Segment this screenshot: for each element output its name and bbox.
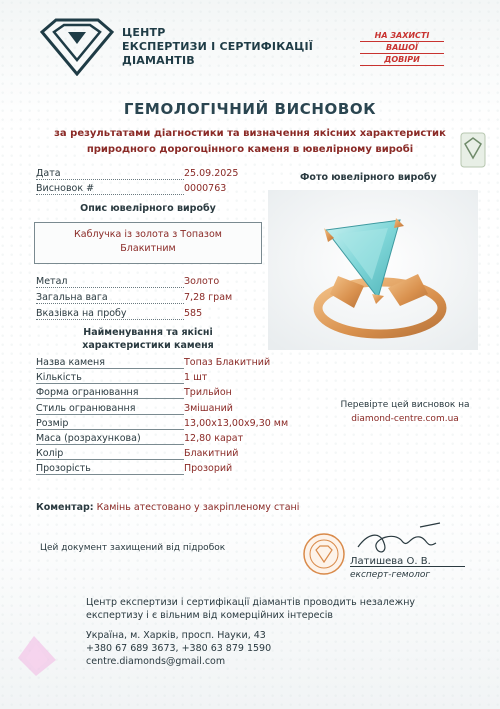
photo-label: Фото ювелірного виробу <box>300 172 437 183</box>
date-value: 25.09.2025 <box>184 168 239 179</box>
org-name-line-3: ДІАМАНТІВ <box>122 54 195 67</box>
stamp-line-3: ДОВІРИ <box>360 54 444 66</box>
protection-note: Цей документ захищений від підробок <box>40 543 226 553</box>
stone-row-label: Розмір <box>36 417 69 429</box>
stone-row <box>36 403 296 418</box>
phones-text: +380 67 689 3673, +380 63 879 1590 <box>86 643 272 654</box>
trust-stamp <box>360 30 444 66</box>
verify-block <box>330 398 480 426</box>
contacts <box>86 629 271 668</box>
stone-section-title <box>36 326 260 352</box>
fineness-label: Вказівка на пробу <box>36 308 127 319</box>
date-label: Дата <box>36 168 61 179</box>
stone-row-underline <box>36 444 184 445</box>
metal-label: Метал <box>36 276 68 287</box>
weight-value: 7,28 грам <box>184 292 233 303</box>
item-desc-line-1: Каблучка із золота з Топазом <box>74 229 222 240</box>
stone-row-label: Маса (розрахункова) <box>36 433 141 444</box>
signer-name: Латишева О. В. <box>350 556 431 567</box>
verify-text: Перевірте цей висновок на <box>340 400 470 410</box>
stone-row-label: Назва каменя <box>36 357 105 368</box>
comment-label: Коментар: <box>36 502 94 513</box>
item-section-title: Опис ювелірного виробу <box>80 203 216 214</box>
stone-row-value: Прозорий <box>184 463 233 475</box>
stone-row <box>36 433 296 448</box>
stone-row-underline <box>36 459 184 460</box>
fineness-row <box>36 308 296 323</box>
stone-row-underline <box>36 368 184 369</box>
stone-row-underline <box>36 398 184 399</box>
organization-name <box>122 26 313 68</box>
stone-row <box>36 418 296 433</box>
stone-row-value: 1 шт <box>184 372 208 384</box>
document-subtitle <box>30 126 470 158</box>
stone-row-label: Стиль огранювання <box>36 402 136 414</box>
date-row <box>36 168 296 183</box>
org-name-line-1: ЦЕНТР <box>122 26 166 39</box>
subtitle-line-2: природного дорогоцінного каменя в ювелірному виробі <box>86 144 414 155</box>
fineness-value: 585 <box>184 308 203 319</box>
diamond-logo-icon <box>38 18 116 76</box>
center-info <box>86 596 426 622</box>
stone-row-value: Змішаний <box>184 402 233 414</box>
org-name-line-2: ЕКСПЕРТИЗИ І СЕРТИФІКАЦІЇ <box>122 40 314 53</box>
info-line-2: експертизу і є вільним від комерційних інтересів <box>86 610 333 621</box>
stone-row-value: 12,80 карат <box>184 433 244 444</box>
stone-row-underline <box>36 429 184 430</box>
stone-row <box>36 387 296 402</box>
stone-row-underline <box>36 474 184 475</box>
ring-photo <box>268 190 478 350</box>
email-link[interactable]: centre.diamonds@gmail.com <box>86 656 226 667</box>
address-text: Україна, м. Харків, просп. Науки, 43 <box>86 630 266 641</box>
stone-row-value: Блакитний <box>184 448 239 460</box>
signer-role: експерт-гемолог <box>350 570 431 580</box>
stone-section-line-1: Найменування та якісні <box>83 327 213 338</box>
number-label: Висновок # <box>36 183 95 194</box>
hologram-mark-icon <box>460 132 486 168</box>
stone-row-value: Трильйон <box>184 387 232 399</box>
stone-row <box>36 448 296 463</box>
subtitle-line-1: за результатами діагностики та визначення якісних характеристик <box>54 128 446 139</box>
stone-row-underline <box>36 383 184 384</box>
item-desc-line-2: Блакитним <box>120 243 176 254</box>
stone-section-line-2: характеристики каменя <box>82 340 214 351</box>
weight-row <box>36 292 296 307</box>
info-line-1: Центр експертизи і сертифікації діамантів проводить незалежну <box>86 597 416 608</box>
stone-row-value: 13,00x13,00x9,30 мм <box>184 417 289 429</box>
stone-row-value: Топаз Блакитний <box>184 357 271 368</box>
stone-row <box>36 463 296 478</box>
stone-row-underline <box>36 414 184 415</box>
stone-row-label: Колір <box>36 448 64 460</box>
hologram-triangle-icon <box>12 630 62 680</box>
comment-value: Камінь атестовано у закріпленому стані <box>96 502 300 513</box>
comment-row <box>36 502 299 513</box>
stone-row <box>36 372 296 387</box>
number-value: 0000763 <box>184 183 227 194</box>
metal-value: Золото <box>184 276 220 287</box>
item-description-box <box>34 222 262 264</box>
official-seal-icon <box>302 532 346 576</box>
verify-url-link[interactable]: diamond-centre.com.ua <box>351 414 459 424</box>
stone-row-label: Кількість <box>36 372 82 384</box>
weight-label: Загальна вага <box>36 292 108 303</box>
stone-row-label: Прозорість <box>36 463 91 475</box>
stamp-line-2: ВАШОЇ <box>360 42 444 54</box>
stamp-line-1: НА ЗАХИСТІ <box>360 30 444 42</box>
number-row <box>36 183 296 198</box>
metal-row <box>36 276 296 291</box>
document-title: ГЕМОЛОГІЧНИЙ ВИСНОВОК <box>123 100 377 118</box>
stone-row-label: Форма огранювання <box>36 387 139 399</box>
stone-row <box>36 357 296 372</box>
